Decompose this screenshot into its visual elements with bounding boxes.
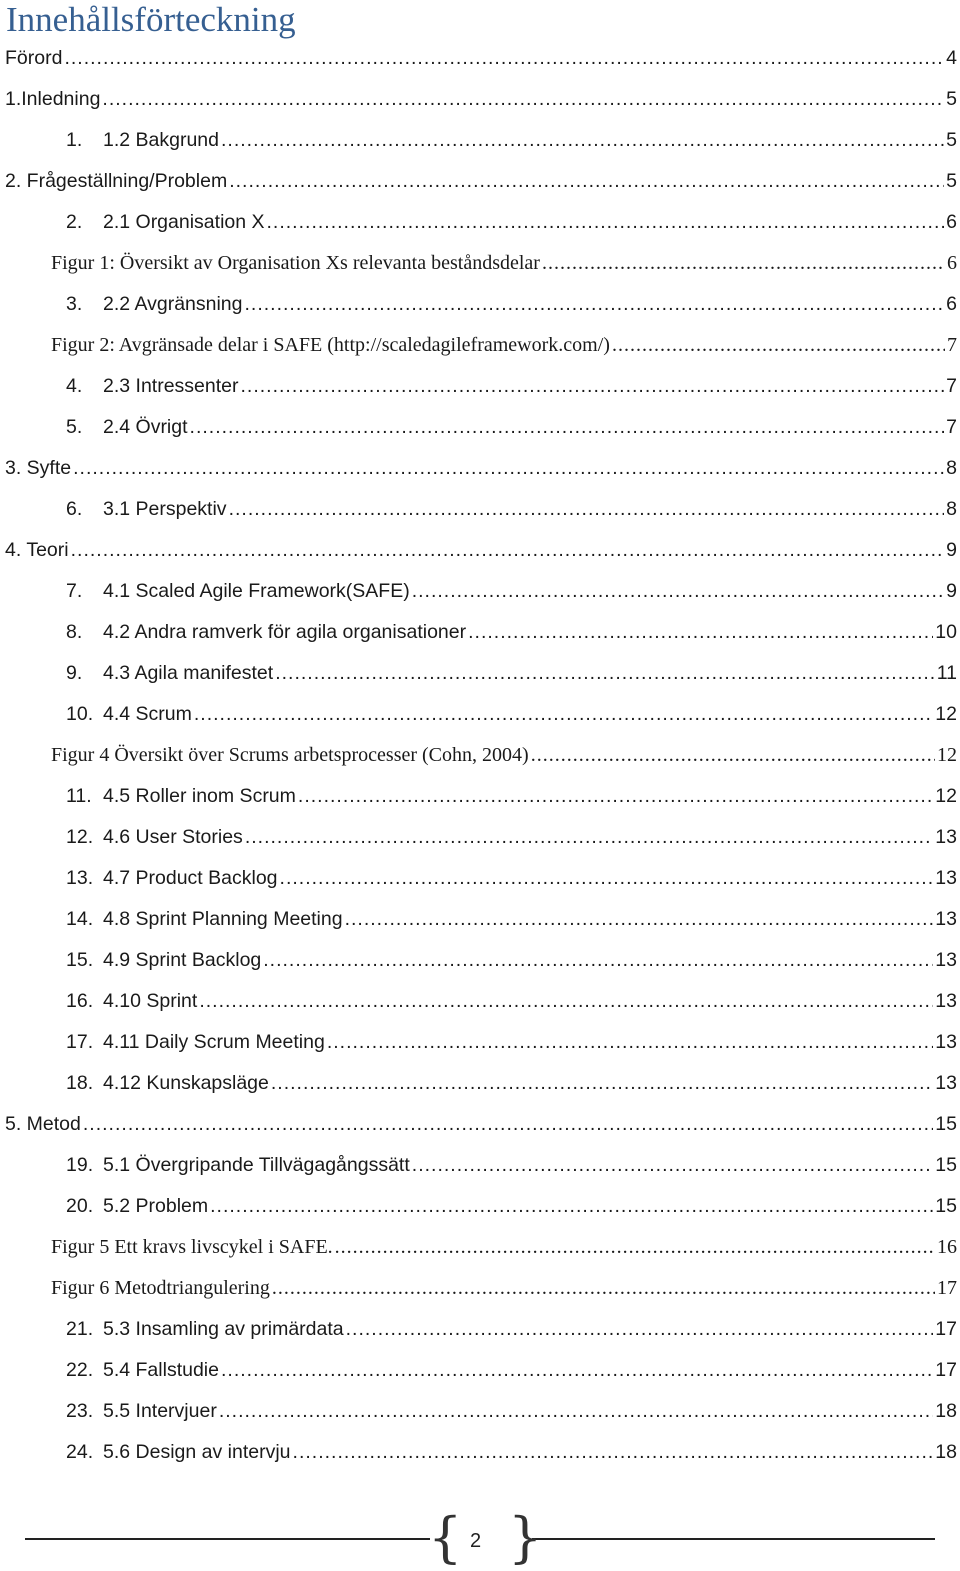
table-of-contents xyxy=(0,37,960,1472)
toc-dot-leader xyxy=(327,1030,933,1054)
toc-entry-number: 16. xyxy=(66,989,94,1012)
toc-dot-leader xyxy=(272,1276,935,1300)
toc-entry[interactable] xyxy=(0,119,960,160)
toc-dot-leader xyxy=(245,825,933,849)
toc-dot-leader xyxy=(221,128,944,152)
toc-entry-number: 1. xyxy=(66,128,83,151)
toc-entry-page: 13 xyxy=(935,825,957,848)
toc-entry-title: Figur 4 Översikt över Scrums arbetsprocesser (Cohn, 2004) xyxy=(51,743,529,766)
toc-dot-leader xyxy=(275,661,935,685)
toc-entry-page: 13 xyxy=(935,907,957,930)
toc-entry-title: 4.3 Agila manifestet xyxy=(103,661,274,684)
toc-entry[interactable] xyxy=(0,652,960,693)
toc-entry-number: 10. xyxy=(66,702,94,725)
toc-entry-page: 6 xyxy=(946,210,957,233)
page-footer xyxy=(0,1506,960,1571)
toc-entry[interactable] xyxy=(0,1226,960,1267)
toc-entry-title: 4.5 Roller inom Scrum xyxy=(103,784,296,807)
toc-entry-number: 2. xyxy=(66,210,83,233)
toc-entry-page: 16 xyxy=(937,1235,957,1258)
toc-dot-leader xyxy=(241,374,945,398)
toc-entry-number: 19. xyxy=(66,1153,94,1176)
toc-dot-leader xyxy=(293,1440,934,1464)
toc-entry[interactable] xyxy=(0,406,960,447)
toc-entry-title: 1.Inledning xyxy=(5,87,101,110)
toc-entry-page: 13 xyxy=(935,948,957,971)
toc-entry-title: 4. Teori xyxy=(5,538,69,561)
toc-entry-title: 2.1 Organisation X xyxy=(103,210,265,233)
toc-entry-title: 5.6 Design av intervju xyxy=(103,1440,291,1463)
toc-entry-page: 13 xyxy=(935,866,957,889)
toc-entry-title: 4.9 Sprint Backlog xyxy=(103,948,262,971)
toc-entry-page: 5 xyxy=(946,87,957,110)
toc-entry[interactable] xyxy=(0,1390,960,1431)
toc-entry[interactable] xyxy=(0,857,960,898)
toc-entry-title: 1.2 Bakgrund xyxy=(103,128,220,151)
toc-dot-leader xyxy=(71,538,945,562)
toc-entry-page: 6 xyxy=(947,251,957,274)
toc-entry[interactable] xyxy=(0,1308,960,1349)
toc-entry[interactable] xyxy=(0,242,960,283)
toc-entry[interactable] xyxy=(0,529,960,570)
toc-entry-title: 4.7 Product Backlog xyxy=(103,866,278,889)
toc-entry-page: 13 xyxy=(935,989,957,1012)
toc-entry-title: 4.11 Daily Scrum Meeting xyxy=(103,1030,325,1053)
toc-entry-title: 3. Syfte xyxy=(5,456,72,479)
toc-entry-title: 2.2 Avgränsning xyxy=(103,292,243,315)
toc-entry-number: 15. xyxy=(66,948,94,971)
toc-entry[interactable] xyxy=(0,78,960,119)
toc-entry-number: 6. xyxy=(66,497,83,520)
toc-entry-page: 15 xyxy=(935,1153,957,1176)
toc-entry-title: 5. Metod xyxy=(5,1112,81,1135)
toc-dot-leader xyxy=(190,415,945,439)
toc-entry[interactable] xyxy=(0,570,960,611)
toc-entry-page: 11 xyxy=(936,661,957,684)
toc-entry-title: 4.4 Scrum xyxy=(103,702,192,725)
toc-entry-page: 8 xyxy=(946,497,957,520)
toc-entry-number: 20. xyxy=(66,1194,94,1217)
toc-entry-page: 7 xyxy=(946,374,957,397)
toc-entry[interactable] xyxy=(0,611,960,652)
toc-dot-leader xyxy=(271,1071,933,1095)
toc-entry-page: 9 xyxy=(946,538,957,561)
toc-dot-leader xyxy=(298,784,933,808)
toc-entry[interactable] xyxy=(0,775,960,816)
toc-entry-number: 22. xyxy=(66,1358,94,1381)
toc-entry-page: 18 xyxy=(935,1440,957,1463)
toc-entry-number: 23. xyxy=(66,1399,94,1422)
toc-entry-title: 2.3 Intressenter xyxy=(103,374,239,397)
toc-entry-page: 15 xyxy=(935,1194,957,1217)
toc-dot-leader xyxy=(194,702,933,726)
toc-entry[interactable] xyxy=(0,365,960,406)
toc-entry-page: 12 xyxy=(937,743,957,766)
toc-entry[interactable] xyxy=(0,980,960,1021)
toc-dot-leader xyxy=(219,1399,933,1423)
toc-dot-leader xyxy=(73,456,944,480)
toc-entry-page: 10 xyxy=(935,620,957,643)
toc-dot-leader xyxy=(221,1358,933,1382)
toc-entry-page: 17 xyxy=(935,1358,957,1381)
toc-entry-title: Figur 5 Ett kravs livscykel i SAFE. xyxy=(51,1235,333,1258)
toc-entry-number: 11. xyxy=(66,784,92,807)
toc-entry[interactable] xyxy=(0,324,960,365)
toc-entry[interactable] xyxy=(0,1349,960,1390)
toc-dot-leader xyxy=(280,866,934,890)
toc-entry-title: 2. Frågeställning/Problem xyxy=(5,169,228,192)
toc-entry-page: 8 xyxy=(946,456,957,479)
toc-entry-page: 15 xyxy=(935,1112,957,1135)
toc-entry[interactable] xyxy=(0,447,960,488)
toc-entry-page: 17 xyxy=(935,1317,957,1340)
toc-entry-number: 13. xyxy=(66,866,94,889)
toc-entry-title: 5.4 Fallstudie xyxy=(103,1358,219,1381)
right-brace-icon: } xyxy=(508,1506,543,1569)
toc-entry[interactable] xyxy=(0,488,960,529)
toc-entry-title: Figur 6 Metodtriangulering xyxy=(51,1276,270,1299)
toc-entry[interactable] xyxy=(0,1431,960,1472)
toc-entry-page: 13 xyxy=(935,1071,957,1094)
toc-entry-title: Figur 2: Avgränsade delar i SAFE (http://scaledagileframework.com/) xyxy=(51,333,610,356)
toc-entry[interactable] xyxy=(0,1185,960,1226)
toc-entry-title: Förord xyxy=(5,46,63,69)
toc-entry-number: 17. xyxy=(66,1030,94,1053)
toc-entry-title: 2.4 Övrigt xyxy=(103,415,188,438)
toc-entry[interactable] xyxy=(0,1267,960,1308)
toc-dot-leader xyxy=(267,210,945,234)
toc-dot-leader xyxy=(245,292,945,316)
toc-entry-title: 4.8 Sprint Planning Meeting xyxy=(103,907,343,930)
toc-dot-leader xyxy=(345,907,934,931)
toc-dot-leader xyxy=(468,620,933,644)
toc-entry-title: 5.2 Problem xyxy=(103,1194,209,1217)
toc-entry-page: 4 xyxy=(946,46,957,69)
toc-dot-leader xyxy=(229,169,944,193)
toc-dot-leader xyxy=(199,989,933,1013)
toc-entry-number: 7. xyxy=(66,579,83,602)
toc-entry[interactable] xyxy=(0,201,960,242)
toc-entry-title: 3.1 Perspektiv xyxy=(103,497,227,520)
toc-entry-number: 3. xyxy=(66,292,83,315)
toc-entry[interactable] xyxy=(0,816,960,857)
toc-dot-leader xyxy=(83,1112,933,1136)
toc-entry-page: 5 xyxy=(946,128,957,151)
toc-entry-title: 4.10 Sprint xyxy=(103,989,198,1012)
toc-entry[interactable] xyxy=(0,1103,960,1144)
toc-entry-number: 12. xyxy=(66,825,94,848)
toc-entry-number: 5. xyxy=(66,415,83,438)
toc-dot-leader xyxy=(64,46,944,70)
toc-entry[interactable] xyxy=(0,283,960,324)
toc-entry[interactable] xyxy=(0,1021,960,1062)
toc-entry-page: 12 xyxy=(935,702,957,725)
toc-entry[interactable] xyxy=(0,37,960,78)
left-brace-icon: { xyxy=(428,1506,463,1569)
toc-entry-number: 14. xyxy=(66,907,94,930)
toc-entry-page: 12 xyxy=(935,784,957,807)
toc-entry-title: 4.12 Kunskapsläge xyxy=(103,1071,269,1094)
toc-dot-leader xyxy=(412,1153,934,1177)
toc-dot-leader xyxy=(412,579,944,603)
toc-entry-number: 8. xyxy=(66,620,83,643)
toc-entry-page: 6 xyxy=(946,292,957,315)
toc-entry-title: Figur 1: Översikt av Organisation Xs relevanta beståndsdelar xyxy=(51,251,540,274)
toc-entry-title: 5.1 Övergripande Tillvägagångssätt xyxy=(103,1153,410,1176)
toc-entry-title: 4.2 Andra ramverk för agila organisationer xyxy=(103,620,467,643)
toc-entry-page: 13 xyxy=(935,1030,957,1053)
toc-entry-title: 4.1 Scaled Agile Framework(SAFE) xyxy=(103,579,410,602)
toc-entry-page: 9 xyxy=(946,579,957,602)
toc-entry-number: 21. xyxy=(66,1317,94,1340)
footer-rule-left xyxy=(25,1538,430,1540)
toc-entry-page: 7 xyxy=(947,333,957,356)
toc-entry[interactable] xyxy=(0,939,960,980)
toc-entry-page: 7 xyxy=(946,415,957,438)
toc-entry-number: 18. xyxy=(66,1071,94,1094)
toc-dot-leader xyxy=(335,1235,935,1259)
toc-entry[interactable] xyxy=(0,734,960,775)
toc-entry-page: 18 xyxy=(935,1399,957,1422)
toc-entry-page: 5 xyxy=(946,169,957,192)
toc-dot-leader xyxy=(531,743,935,767)
toc-entry[interactable] xyxy=(0,693,960,734)
toc-entry-title: 5.3 Insamling av primärdata xyxy=(103,1317,344,1340)
toc-dot-leader xyxy=(346,1317,934,1341)
toc-entry-title: 5.5 Intervjuer xyxy=(103,1399,217,1422)
toc-entry-number: 4. xyxy=(66,374,83,397)
footer-rule-right xyxy=(532,1538,935,1540)
toc-entry[interactable] xyxy=(0,160,960,201)
toc-dot-leader xyxy=(263,948,933,972)
toc-entry-number: 24. xyxy=(66,1440,94,1463)
toc-dot-leader xyxy=(612,333,945,357)
toc-entry-number: 9. xyxy=(66,661,83,684)
toc-heading: Innehållsförteckning xyxy=(6,0,296,39)
toc-dot-leader xyxy=(102,87,944,111)
toc-entry-title: 4.6 User Stories xyxy=(103,825,243,848)
toc-entry[interactable] xyxy=(0,1144,960,1185)
toc-entry-page: 17 xyxy=(937,1276,957,1299)
toc-dot-leader xyxy=(229,497,945,521)
toc-entry[interactable] xyxy=(0,898,960,939)
toc-dot-leader xyxy=(210,1194,933,1218)
page-number: 2 xyxy=(470,1530,482,1552)
toc-entry[interactable] xyxy=(0,1062,960,1103)
toc-dot-leader xyxy=(542,251,945,275)
